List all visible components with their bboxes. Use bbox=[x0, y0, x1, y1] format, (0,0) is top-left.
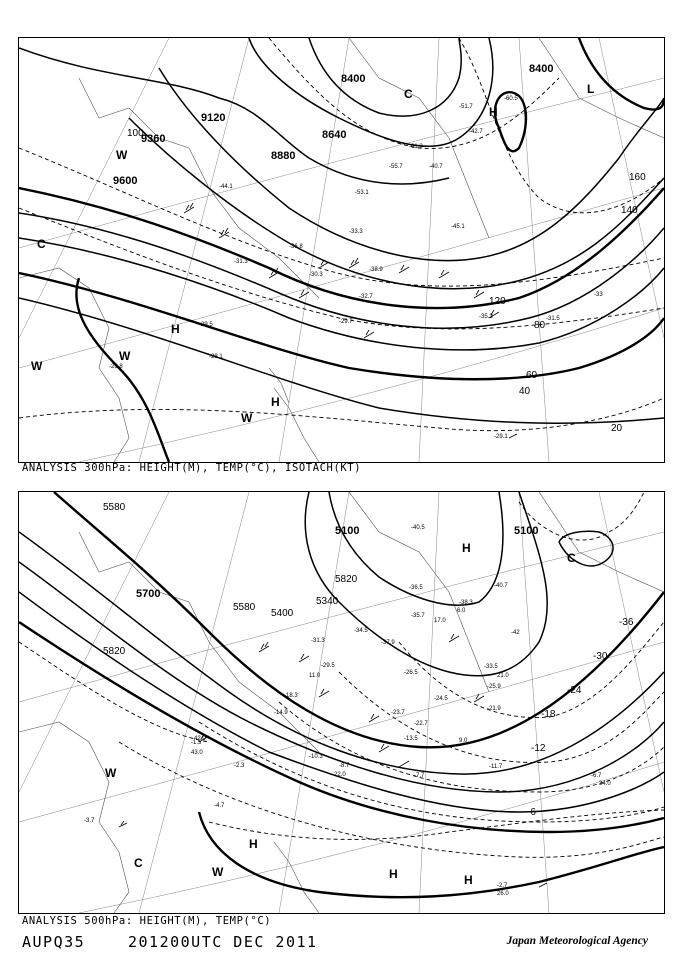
obs-value: -23.7 bbox=[391, 710, 405, 716]
center-mark: L bbox=[587, 82, 595, 96]
obs-value: 11.0 bbox=[309, 673, 321, 679]
obs-value: -31.3 bbox=[311, 638, 325, 644]
height-label: 8880 bbox=[271, 150, 296, 162]
center-mark: W bbox=[241, 411, 253, 425]
height-label: 5400 bbox=[271, 608, 294, 619]
center-mark: W bbox=[119, 349, 131, 363]
center-mark: W bbox=[105, 766, 117, 780]
map-500hpa-canvas bbox=[19, 492, 664, 913]
temp-value: -26.8 bbox=[109, 364, 123, 370]
obs-value: -10.3 bbox=[309, 754, 323, 760]
height-label: 5100 bbox=[514, 525, 539, 537]
temp-value: -31.5 bbox=[546, 316, 560, 322]
isotach-label: 80 bbox=[534, 320, 546, 331]
wind-barbs bbox=[119, 634, 547, 887]
center-mark: C bbox=[134, 856, 143, 870]
obs-value: -36.5 bbox=[409, 585, 423, 591]
temp-value: -33.3 bbox=[349, 229, 363, 235]
temp-value: -33 bbox=[594, 292, 603, 298]
caption-500hpa: ANALYSIS 500hPa: HEIGHT(M), TEMP(°C) bbox=[22, 915, 272, 927]
height-label: 8640 bbox=[322, 129, 347, 141]
obs-value: -14.9 bbox=[274, 710, 288, 716]
obs-value: -2.7 bbox=[497, 883, 508, 889]
height-label: 9120 bbox=[201, 112, 226, 124]
obs-value: -11.7 bbox=[489, 764, 503, 770]
obs-value: -37.9 bbox=[381, 640, 395, 646]
temp-value: -61.3 bbox=[409, 144, 423, 150]
obs-value: 21.0 bbox=[497, 673, 509, 679]
map-300hpa-canvas bbox=[19, 38, 664, 462]
isotach-label: 160 bbox=[629, 172, 646, 183]
isotherm-label: -24 bbox=[567, 685, 582, 696]
height-label: 5580 bbox=[103, 502, 126, 513]
temp-value: -40.7 bbox=[429, 164, 443, 170]
obs-value: -22.7 bbox=[414, 721, 428, 727]
obs-value: 26.0 bbox=[497, 891, 509, 897]
temp-value: -53.1 bbox=[355, 190, 369, 196]
center-mark: C bbox=[404, 87, 413, 101]
height-label: 5100 bbox=[335, 525, 360, 537]
center-mark: H bbox=[271, 395, 280, 409]
temp-value: -60.5 bbox=[504, 96, 518, 102]
map-500hpa bbox=[18, 491, 665, 914]
graticule bbox=[19, 38, 664, 462]
obs-value: -34.5 bbox=[354, 628, 368, 634]
temp-value: -55.7 bbox=[389, 164, 403, 170]
temp-value: -51.7 bbox=[459, 104, 473, 110]
center-mark: W bbox=[116, 148, 128, 162]
obs-value: -4.7 bbox=[214, 803, 225, 809]
caption-300hpa: ANALYSIS 300hPa: HEIGHT(M), TEMP(°C), ISOTACH(KT) bbox=[22, 462, 362, 474]
obs-value: -2.3 bbox=[234, 763, 245, 769]
obs-value: 22.0 bbox=[334, 772, 346, 778]
obs-value: 6.0 bbox=[457, 608, 466, 614]
isotach-label: 40 bbox=[519, 386, 531, 397]
height-label: 5340 bbox=[316, 596, 339, 607]
obs-value: -29.5 bbox=[321, 663, 335, 669]
obs-value: -25.9 bbox=[487, 684, 501, 690]
temp-value: -35.3 bbox=[479, 314, 493, 320]
temp-value: -42.7 bbox=[469, 129, 483, 135]
temp-value: -30.3 bbox=[309, 272, 323, 278]
height-label: 9600 bbox=[113, 175, 138, 187]
obs-value: -40.7 bbox=[494, 583, 508, 589]
temp-value: -44.1 bbox=[219, 184, 233, 190]
obs-value: 17.0 bbox=[434, 618, 446, 624]
isotherm-label: -18 bbox=[541, 709, 556, 720]
height-label: 8400 bbox=[529, 63, 554, 75]
obs-value: 34.0 bbox=[599, 781, 611, 787]
center-mark: C bbox=[567, 551, 576, 565]
obs-value: -18.3 bbox=[284, 693, 298, 699]
height-label: 5580 bbox=[233, 602, 256, 613]
center-mark: H bbox=[389, 867, 398, 881]
center-mark: H bbox=[489, 105, 498, 119]
isotach-label: 60 bbox=[526, 370, 538, 381]
obs-value: 43.0 bbox=[191, 750, 203, 756]
map-300hpa bbox=[18, 37, 665, 463]
obs-value: -8.7 bbox=[339, 763, 350, 769]
obs-value: -1.5 bbox=[191, 740, 202, 746]
obs-value: -3.7 bbox=[84, 818, 95, 824]
obs-value: -6.7 bbox=[591, 773, 602, 779]
obs-value: -26.5 bbox=[404, 670, 418, 676]
temp-value: -38.9 bbox=[369, 267, 383, 273]
coastlines bbox=[19, 38, 664, 462]
isotherm-label: -12 bbox=[531, 743, 546, 754]
centers bbox=[105, 541, 576, 887]
centers bbox=[31, 82, 594, 425]
isotach-label: 100 bbox=[127, 128, 144, 139]
height-label: 9360 bbox=[141, 133, 166, 145]
height-label: 5700 bbox=[136, 588, 161, 600]
obs-value: -40.5 bbox=[411, 525, 425, 531]
temp-value: -32.7 bbox=[359, 294, 373, 300]
center-mark: W bbox=[212, 865, 224, 879]
center-mark: H bbox=[462, 541, 471, 555]
temp-value: -31.3 bbox=[234, 259, 248, 265]
center-mark: C bbox=[37, 237, 46, 251]
obs-value: -21.9 bbox=[487, 706, 501, 712]
temp-value: -29.7 bbox=[339, 319, 353, 325]
temp-value: -45.1 bbox=[451, 224, 465, 230]
obs-value: -7.7 bbox=[414, 773, 425, 779]
height-contours bbox=[19, 38, 664, 462]
height-label: 8400 bbox=[341, 73, 366, 85]
obs-value: -33.5 bbox=[484, 664, 498, 670]
isotherm-label: -30 bbox=[593, 651, 608, 662]
center-mark: W bbox=[31, 359, 43, 373]
isotach-label: 140 bbox=[621, 205, 638, 216]
center-mark: H bbox=[171, 322, 180, 336]
obs-value: 42.0 bbox=[194, 736, 206, 742]
isotherm-label: -36 bbox=[619, 617, 634, 628]
isotach-label: 20 bbox=[611, 423, 623, 434]
obs-value: -24.5 bbox=[434, 696, 448, 702]
temp-value: -36.8 bbox=[289, 244, 303, 250]
isotherm-label: -6 bbox=[527, 807, 536, 818]
temp-value: -29.1 bbox=[494, 434, 508, 440]
center-mark: H bbox=[464, 873, 473, 887]
obs-value: 9.0 bbox=[459, 738, 468, 744]
height-label: 5820 bbox=[103, 646, 126, 657]
center-mark: H bbox=[249, 837, 258, 851]
temp-value: -28.1 bbox=[209, 354, 223, 360]
agency-name: Japan Meteorological Agency bbox=[506, 935, 648, 947]
chart-code: AUPQ35 bbox=[22, 933, 86, 951]
temp-value: -29.5 bbox=[199, 322, 213, 328]
height-label: 5820 bbox=[335, 574, 358, 585]
obs-value: -35.7 bbox=[411, 613, 425, 619]
obs-value: -13.5 bbox=[404, 736, 418, 742]
isotach-label: 120 bbox=[489, 296, 506, 307]
obs-value: -38.3 bbox=[459, 600, 473, 606]
obs-value: -42 bbox=[511, 630, 520, 636]
analysis-datetime: 201200UTC DEC 2011 bbox=[128, 933, 318, 951]
